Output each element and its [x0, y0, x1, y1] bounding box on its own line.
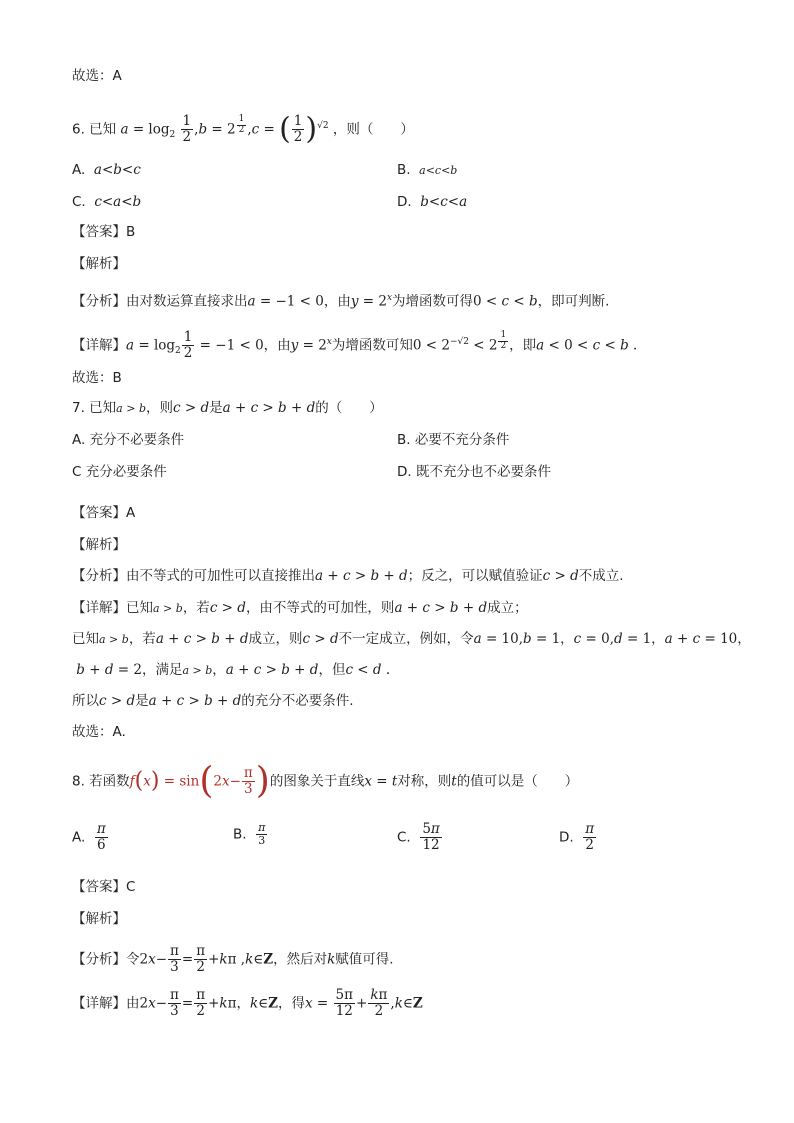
detail-6: 【详解】$a = \log_2$ $\frac{1}{2}$ = −1 < 0，由$y = 2^x$为增函数可知$0 < 2^{-√2} < 2$ $^{\frac{1}{2}}$ ，即a < 0 < c < b . [72, 329, 638, 361]
analysis-6-heading: 【解析】 [72, 256, 126, 272]
answer-8: 【答案】C [72, 879, 136, 895]
option-6a: A. a<b<c [72, 162, 141, 178]
option-7a: A. 充分不必要条件 [72, 432, 185, 448]
answer-choice-prev: 故选：A [72, 68, 122, 84]
answer-6: 【答案】B [72, 224, 136, 240]
analysis-6: 【分析】由对数运算直接求出a = −1 < 0，由$y = 2^x$为增函数可得0 < c < b，即可判断. [72, 293, 610, 310]
option-6c: C. c<a<b [72, 194, 142, 210]
question-8: 8. 若函数f(x) = sin(2x− $\frac{\pi}{3}$ )的图象关于直线x = t对称，则t的值可以是（ ） [72, 760, 579, 802]
option-6b: B. a<c<b [397, 162, 458, 178]
option-8a: A. $\frac{\pi}{6}$ [72, 821, 106, 853]
choose-6: 故选：B [72, 370, 122, 386]
detail-7-example-cont: b + d = 2，满足a > b，a + c > b + d，但c < d . [72, 662, 391, 678]
conclusion-7: 所以c > d是a + c > b + d的充分不必要条件. [72, 693, 354, 709]
question-7: 7. 已知a > b，则c > d是a + c > b + d的（ ） [72, 400, 383, 416]
detail-7-example: 已知a > b，若a + c > b + d成立，则c > d不一定成立，例如，令a = 10,b = 1，c = 0,d = 1，a + c = 10， [72, 631, 751, 647]
detail-7: 【详解】已知a > b，若c > d，由不等式的可加性，则a + c > b + d成立； [72, 600, 528, 616]
option-6d: D. b<c<a [397, 194, 468, 210]
option-7b: B. 必要不充分条件 [397, 432, 510, 448]
option-8c: C. $\frac{5\pi}{12}$ [397, 821, 440, 853]
option-8d: D. $\frac{\pi}{2}$ [559, 821, 595, 853]
option-8b: B. $\frac{\pi}{3}$ [233, 821, 266, 848]
analysis-8-heading: 【解析】 [72, 911, 126, 927]
analysis-8: 【分析】令2x− $\frac{\pi}{3}$ = $\frac{\pi}{2}$ +kπ ,k∈Z，然后对k赋值可得. [72, 943, 394, 975]
option-7d: D. 既不充分也不必要条件 [397, 464, 551, 480]
option-7c: C 充分必要条件 [72, 464, 167, 480]
analysis-7: 【分析】由不等式的可加性可以直接推出a + c > b + d；反之，可以赋值验证c > d不成立. [72, 568, 624, 584]
choose-7: 故选：A. [72, 724, 126, 740]
detail-8: 【详解】由2x− $\frac{\pi}{3}$ = $\frac{\pi}{2}$ +kπ，k∈Z，得x = $\frac{5\pi}{12}$ + $\frac{k\pi}{2}$ ,k∈Z [72, 987, 423, 1019]
analysis-7-heading: 【解析】 [72, 537, 126, 553]
question-6: 6. 已知 $a = \log_2$ $\frac{1}{2}$ ,b = 2 $^{\frac{1}{2}}$ ,c = ( $\frac{1}{2}$ )$^{√2}$ ，则（ ） [72, 111, 414, 147]
answer-7: 【答案】A [72, 505, 136, 521]
